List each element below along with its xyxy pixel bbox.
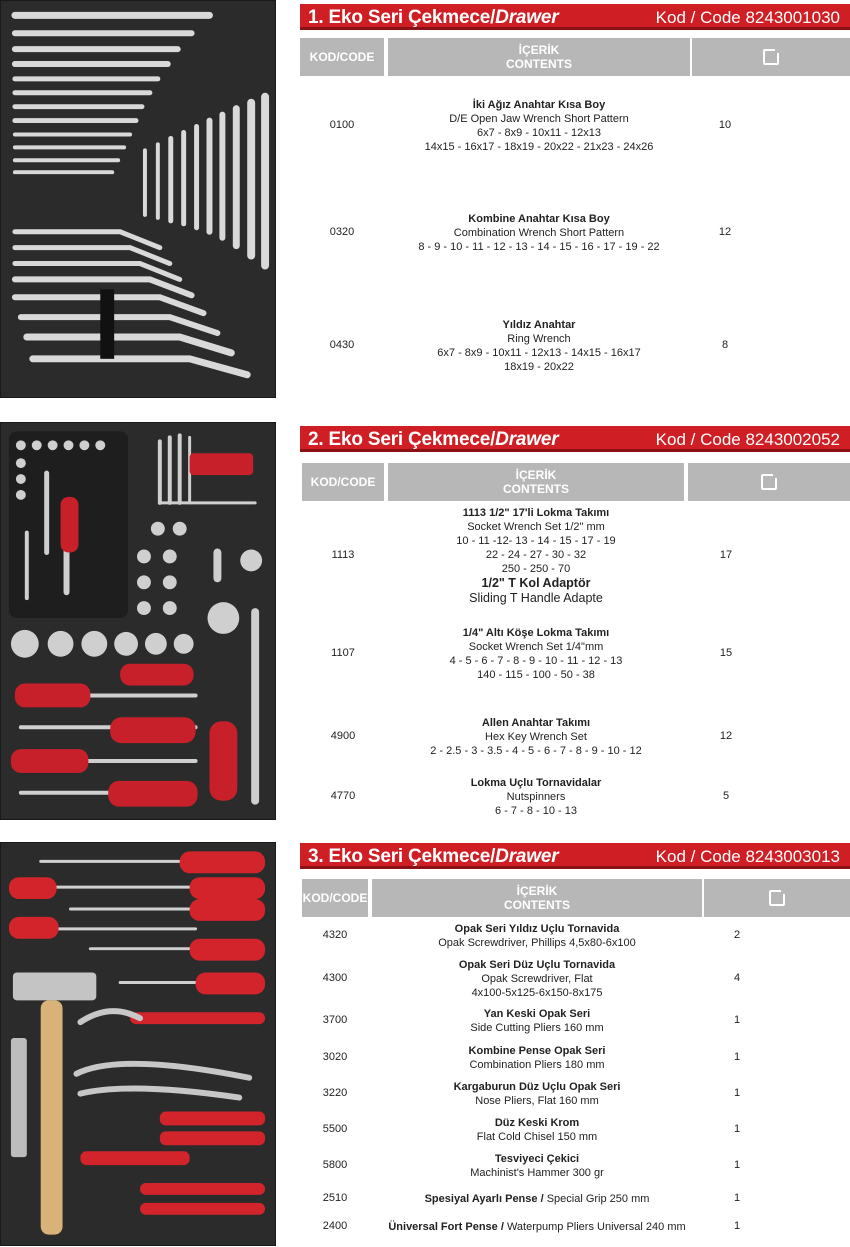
row-quantity: 1 [733, 1051, 741, 1063]
row-contents [372, 958, 702, 1000]
row-contents [388, 212, 690, 254]
row-contents [372, 922, 702, 950]
contents-line: Yıldız Anahtar [502, 319, 576, 331]
contents-line: Üniversal Fort Pense / Waterpump Pliers Universal 240 mm [388, 1221, 686, 1233]
row-quantity: 1 [733, 1123, 741, 1135]
contents-line: Flat Cold Chisel 150 mm [476, 1131, 598, 1143]
contents-line: Tesviyeci Çekici [494, 1153, 580, 1165]
contents-line: 4x100-5x125-6x150-8x175 [471, 987, 603, 999]
section-2-header [300, 426, 850, 452]
row-quantity: 12 [718, 226, 732, 238]
contents-line: 140 - 115 - 100 - 50 - 38 [477, 669, 595, 681]
row-contents [388, 506, 684, 606]
row-quantity: 1 [733, 1014, 741, 1026]
contents-line: D/E Open Jaw Wrench Short Pattern [449, 113, 629, 125]
row-contents [388, 716, 684, 758]
quantity-column-header [704, 879, 850, 917]
contents-line: Combination Wrench Short Pattern [453, 227, 625, 239]
contents-line: 6x7 - 8x9 - 10x11 - 12x13 [477, 127, 601, 139]
row-code: 5800 [322, 1159, 348, 1171]
contents-line: Side Cutting Pliers 160 mm [470, 1022, 604, 1034]
row-contents [388, 626, 684, 682]
row-quantity: 2 [733, 929, 741, 941]
contents-line: Opak Screwdriver, Flat [481, 973, 593, 985]
contents-line: Lokma Uçlu Tornavidalar [470, 777, 602, 789]
contents-line: 8 - 9 - 10 - 11 - 12 - 13 - 14 - 15 - 16 - 17 - 19 - 22 [418, 241, 660, 253]
contents-line: 22 - 24 - 27 - 30 - 32 [485, 549, 587, 561]
row-contents [388, 318, 690, 374]
quantity-box-icon [769, 890, 785, 906]
contents-line: 1/4" Altı Köşe Lokma Takımı [462, 627, 610, 639]
contents-line: Allen Anahtar Takımı [481, 717, 591, 729]
row-quantity: 1 [733, 1192, 741, 1204]
contents-line: 6x7 - 8x9 - 10x11 - 12x13 - 14x15 - 16x17 [437, 347, 641, 359]
section-1-code: Kod / Code 8243001030 [655, 8, 840, 27]
row-contents [372, 1192, 702, 1206]
contents-line: 18x19 - 20x22 [504, 361, 574, 373]
row-quantity: 1 [733, 1220, 741, 1232]
contents-line: Sliding T Handle Adapte [469, 591, 603, 605]
row-code: 4300 [322, 972, 348, 984]
row-code: 1113 [331, 549, 355, 561]
contents-line: Kombine Anahtar Kısa Boy [468, 213, 610, 225]
code-column-header: KOD/CODE [302, 879, 368, 917]
contents-line: Kombine Pense Opak Seri [468, 1045, 606, 1057]
row-code: 3700 [322, 1014, 348, 1026]
contents-line: Socket Wrench Set 1/4"mm [468, 641, 604, 653]
row-code: 1107 [331, 647, 355, 659]
code-column-header: KOD/CODE [302, 463, 384, 501]
contents-line: 1113 1/2" 17'li Lokma Takımı [462, 507, 610, 519]
quantity-column-header [688, 463, 850, 501]
section-2-title: 2. Eko Seri Çekmece/Drawer [308, 429, 559, 450]
contents-line: Opak Seri Yıldız Uçlu Tornavida [454, 923, 620, 935]
row-contents [388, 98, 690, 154]
contents-line: Ring Wrench [507, 333, 571, 345]
quantity-box-icon [763, 49, 779, 65]
row-quantity: 4 [733, 972, 741, 984]
row-contents [372, 1220, 702, 1234]
contents-line: 10 - 11 -12- 13 - 14 - 15 - 17 - 19 [456, 535, 616, 547]
section-2-table-header [302, 463, 850, 501]
contents-line: Yan Keski Opak Seri [483, 1008, 591, 1020]
row-code: 0320 [329, 226, 355, 238]
socket-tray-illustration [1, 423, 275, 819]
contents-line: 2 - 2.5 - 3 - 3.5 - 4 - 5 - 6 - 7 - 8 - 9 - 10 - 12 [430, 745, 642, 757]
contents-line: Kargaburun Düz Uçlu Opak Seri [453, 1081, 621, 1093]
row-code: 4770 [330, 790, 356, 802]
row-code: 0100 [329, 119, 355, 131]
row-quantity: 5 [722, 790, 730, 802]
section-1-title: 1. Eko Seri Çekmece/Drawer [308, 7, 559, 28]
drawer-1-photo [0, 0, 276, 398]
section-3-header [300, 843, 850, 869]
contents-line: Combination Pliers 180 mm [469, 1059, 605, 1071]
contents-line: Opak Screwdriver, Phillips 4,5x80-6x100 [438, 937, 636, 949]
section-1-header [300, 4, 850, 30]
contents-line: 250 - 250 - 70 [501, 563, 571, 575]
row-contents [388, 776, 684, 818]
row-quantity: 1 [733, 1087, 741, 1099]
section-1-table-header [300, 38, 850, 76]
wrench-tray-illustration [1, 1, 275, 397]
row-quantity: 8 [721, 339, 729, 351]
row-code: 4900 [330, 730, 356, 742]
contents-line: Machinist's Hammer 300 gr [470, 1167, 604, 1179]
row-code: 2510 [322, 1192, 348, 1204]
contents-column-header: İÇERİK CONTENTS [388, 38, 690, 76]
contents-line: İki Ağız Anahtar Kısa Boy [472, 99, 606, 111]
row-quantity: 1 [733, 1159, 741, 1171]
row-code: 3020 [322, 1051, 348, 1063]
contents-line: Spesiyal Ayarlı Pense / Special Grip 250 mm [424, 1193, 650, 1205]
row-contents [372, 1007, 702, 1035]
drawer-3-photo [0, 842, 276, 1246]
contents-line: Nutspinners [506, 791, 566, 803]
row-code: 3220 [322, 1087, 348, 1099]
drawer-2-photo [0, 422, 276, 820]
row-contents [372, 1152, 702, 1180]
row-quantity: 10 [718, 119, 732, 131]
section-3-table-header [302, 879, 850, 917]
row-code: 4320 [322, 929, 348, 941]
contents-line: Nose Pliers, Flat 160 mm [475, 1095, 599, 1107]
section-2-code: Kod / Code 8243002052 [655, 430, 840, 449]
pliers-tray-illustration [1, 843, 275, 1245]
contents-line: Socket Wrench Set 1/2" mm [467, 521, 605, 533]
contents-column-header: İÇERİK CONTENTS [372, 879, 702, 917]
row-quantity: 12 [719, 730, 733, 742]
contents-column-header: İÇERİK CONTENTS [388, 463, 684, 501]
quantity-column-header [692, 38, 850, 76]
section-3-code: Kod / Code 8243003013 [655, 847, 840, 866]
contents-line: Opak Seri Düz Uçlu Tornavida [458, 959, 616, 971]
contents-line: Hex Key Wrench Set [485, 731, 587, 743]
row-contents [372, 1080, 702, 1108]
contents-line: 4 - 5 - 6 - 7 - 8 - 9 - 10 - 11 - 12 - 13 [449, 655, 623, 667]
contents-line: Düz Keski Krom [494, 1117, 580, 1129]
row-contents [372, 1116, 702, 1144]
contents-line: 14x15 - 16x17 - 18x19 - 20x22 - 21x23 - 24x26 [424, 141, 654, 153]
quantity-box-icon [761, 474, 777, 490]
row-code: 0430 [329, 339, 355, 351]
row-quantity: 17 [719, 549, 733, 561]
section-3-title: 3. Eko Seri Çekmece/Drawer [308, 846, 559, 867]
contents-line: 1/2" T Kol Adaptör [481, 576, 591, 590]
row-quantity: 15 [719, 647, 733, 659]
row-code: 5500 [322, 1123, 348, 1135]
row-contents [372, 1044, 702, 1072]
code-column-header: KOD/CODE [300, 38, 384, 76]
contents-line: 6 - 7 - 8 - 10 - 13 [495, 805, 577, 817]
row-code: 2400 [322, 1220, 348, 1232]
